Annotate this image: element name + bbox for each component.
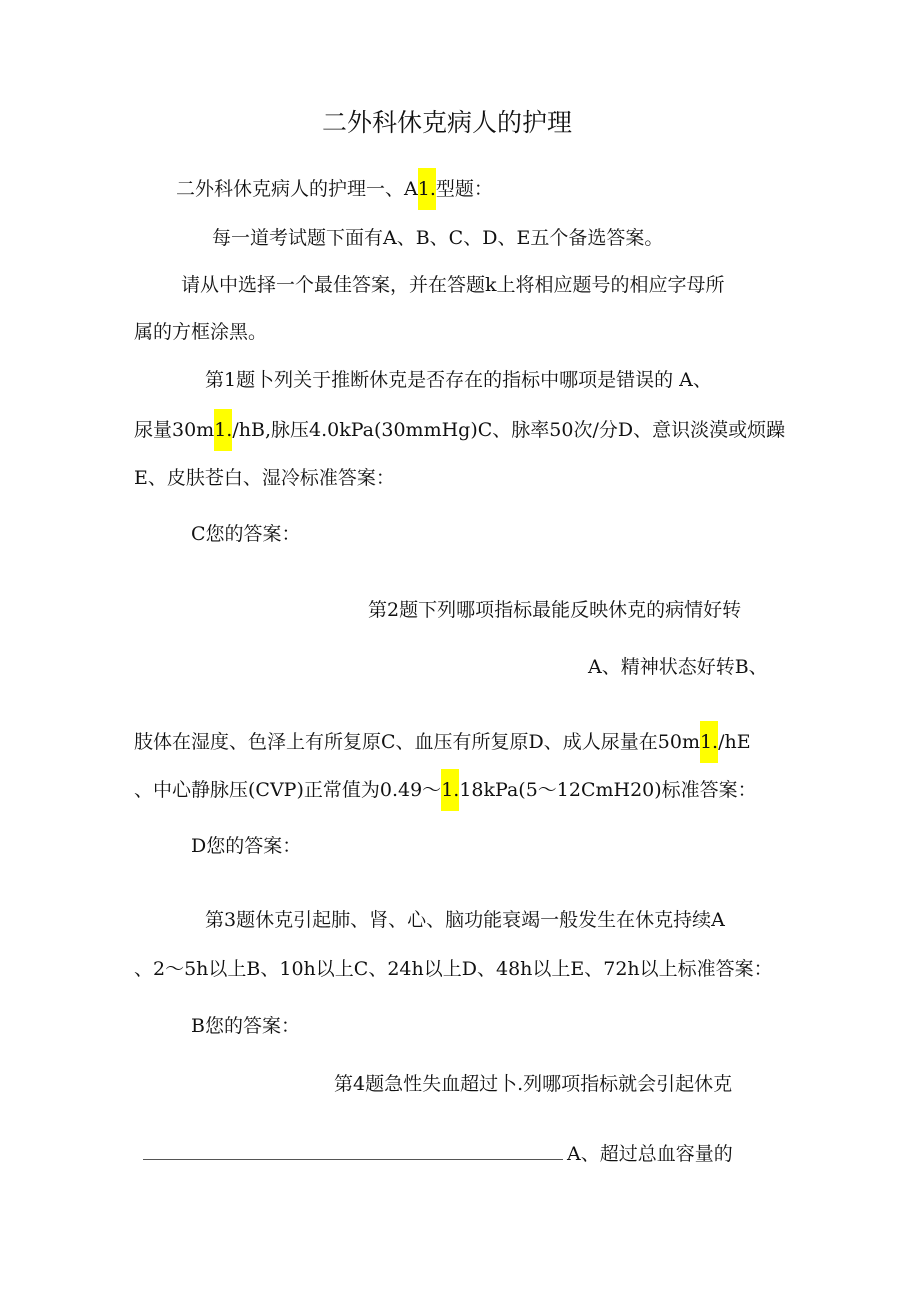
question-4-line-1: 第4题急性失血超过卜.列哪项指标就会引起休克 [334, 1073, 733, 1095]
question-2-text-cont: /hE [718, 731, 751, 753]
highlight-mark: 1. [700, 721, 718, 763]
question-4-option: A、超过总血容量的 [567, 1143, 733, 1165]
highlight-mark: 1. [418, 168, 436, 210]
question-3-answer: B您的答案： [191, 1015, 300, 1037]
question-3-line-1: 第3题休克引起肺、肾、心、脑功能衰竭一般发生在休克持续A [205, 909, 725, 931]
page-title: 二外科休克病人的护理 [322, 108, 573, 137]
section-heading [176, 175, 493, 203]
question-1-text-cont: /hB,脉压4.0kPa(30mmHg)C、脉率50次/分D、意识淡漠或烦躁 [232, 419, 786, 441]
section-heading-suffix: 型题： [435, 178, 493, 200]
question-3-line-2: 、2～5h以上B、10h以上C、24h以上D、48h以上E、72h以上标准答案： [134, 958, 773, 980]
instruction-line-2: 请从中选择一个最佳答案，并在答题k上将相应题号的相应字母所 [181, 274, 725, 296]
question-1-line-1: 第1题卜列关于推断休克是否存在的指标中哪项是错误的 A、 [205, 369, 712, 391]
instruction-line-3: 属的方框涂黑。 [134, 321, 268, 343]
question-2-text: 肢体在湿度、色泽上有所复原C、血压有所复原D、成人尿量在50m [134, 731, 700, 753]
answer-blank [143, 1145, 563, 1160]
question-4-line-2 [143, 1140, 733, 1168]
question-2-text-b: 、中心静脉压(CVP)正常值为0.49～ [134, 779, 442, 801]
highlight-mark: 1. [441, 769, 459, 811]
question-2-answer: D您的答案： [191, 835, 302, 857]
question-2-line-2: A、精神状态好转B、 [588, 656, 768, 678]
question-2-text-b-cont: 18kPa(5～12CmH20)标准答案： [459, 779, 757, 801]
question-1-answer: C您的答案： [191, 523, 301, 545]
question-2-line-4 [134, 776, 757, 804]
section-heading-text: 二外科休克病人的护理一、A [176, 178, 418, 200]
question-1-line-3: E、皮肤苍白、湿冷标准答案： [134, 467, 395, 489]
question-1-text: 尿量30m [134, 419, 215, 441]
instruction-line-1: 每一道考试题下面有A、B、C、D、E五个备选答案。 [212, 227, 664, 249]
highlight-mark: 1. [214, 409, 232, 451]
question-2-line-3 [134, 728, 751, 756]
question-2-line-1: 第2题下列哪项指标最能反映休克的病情好转 [368, 599, 742, 621]
question-1-line-2 [134, 416, 785, 444]
